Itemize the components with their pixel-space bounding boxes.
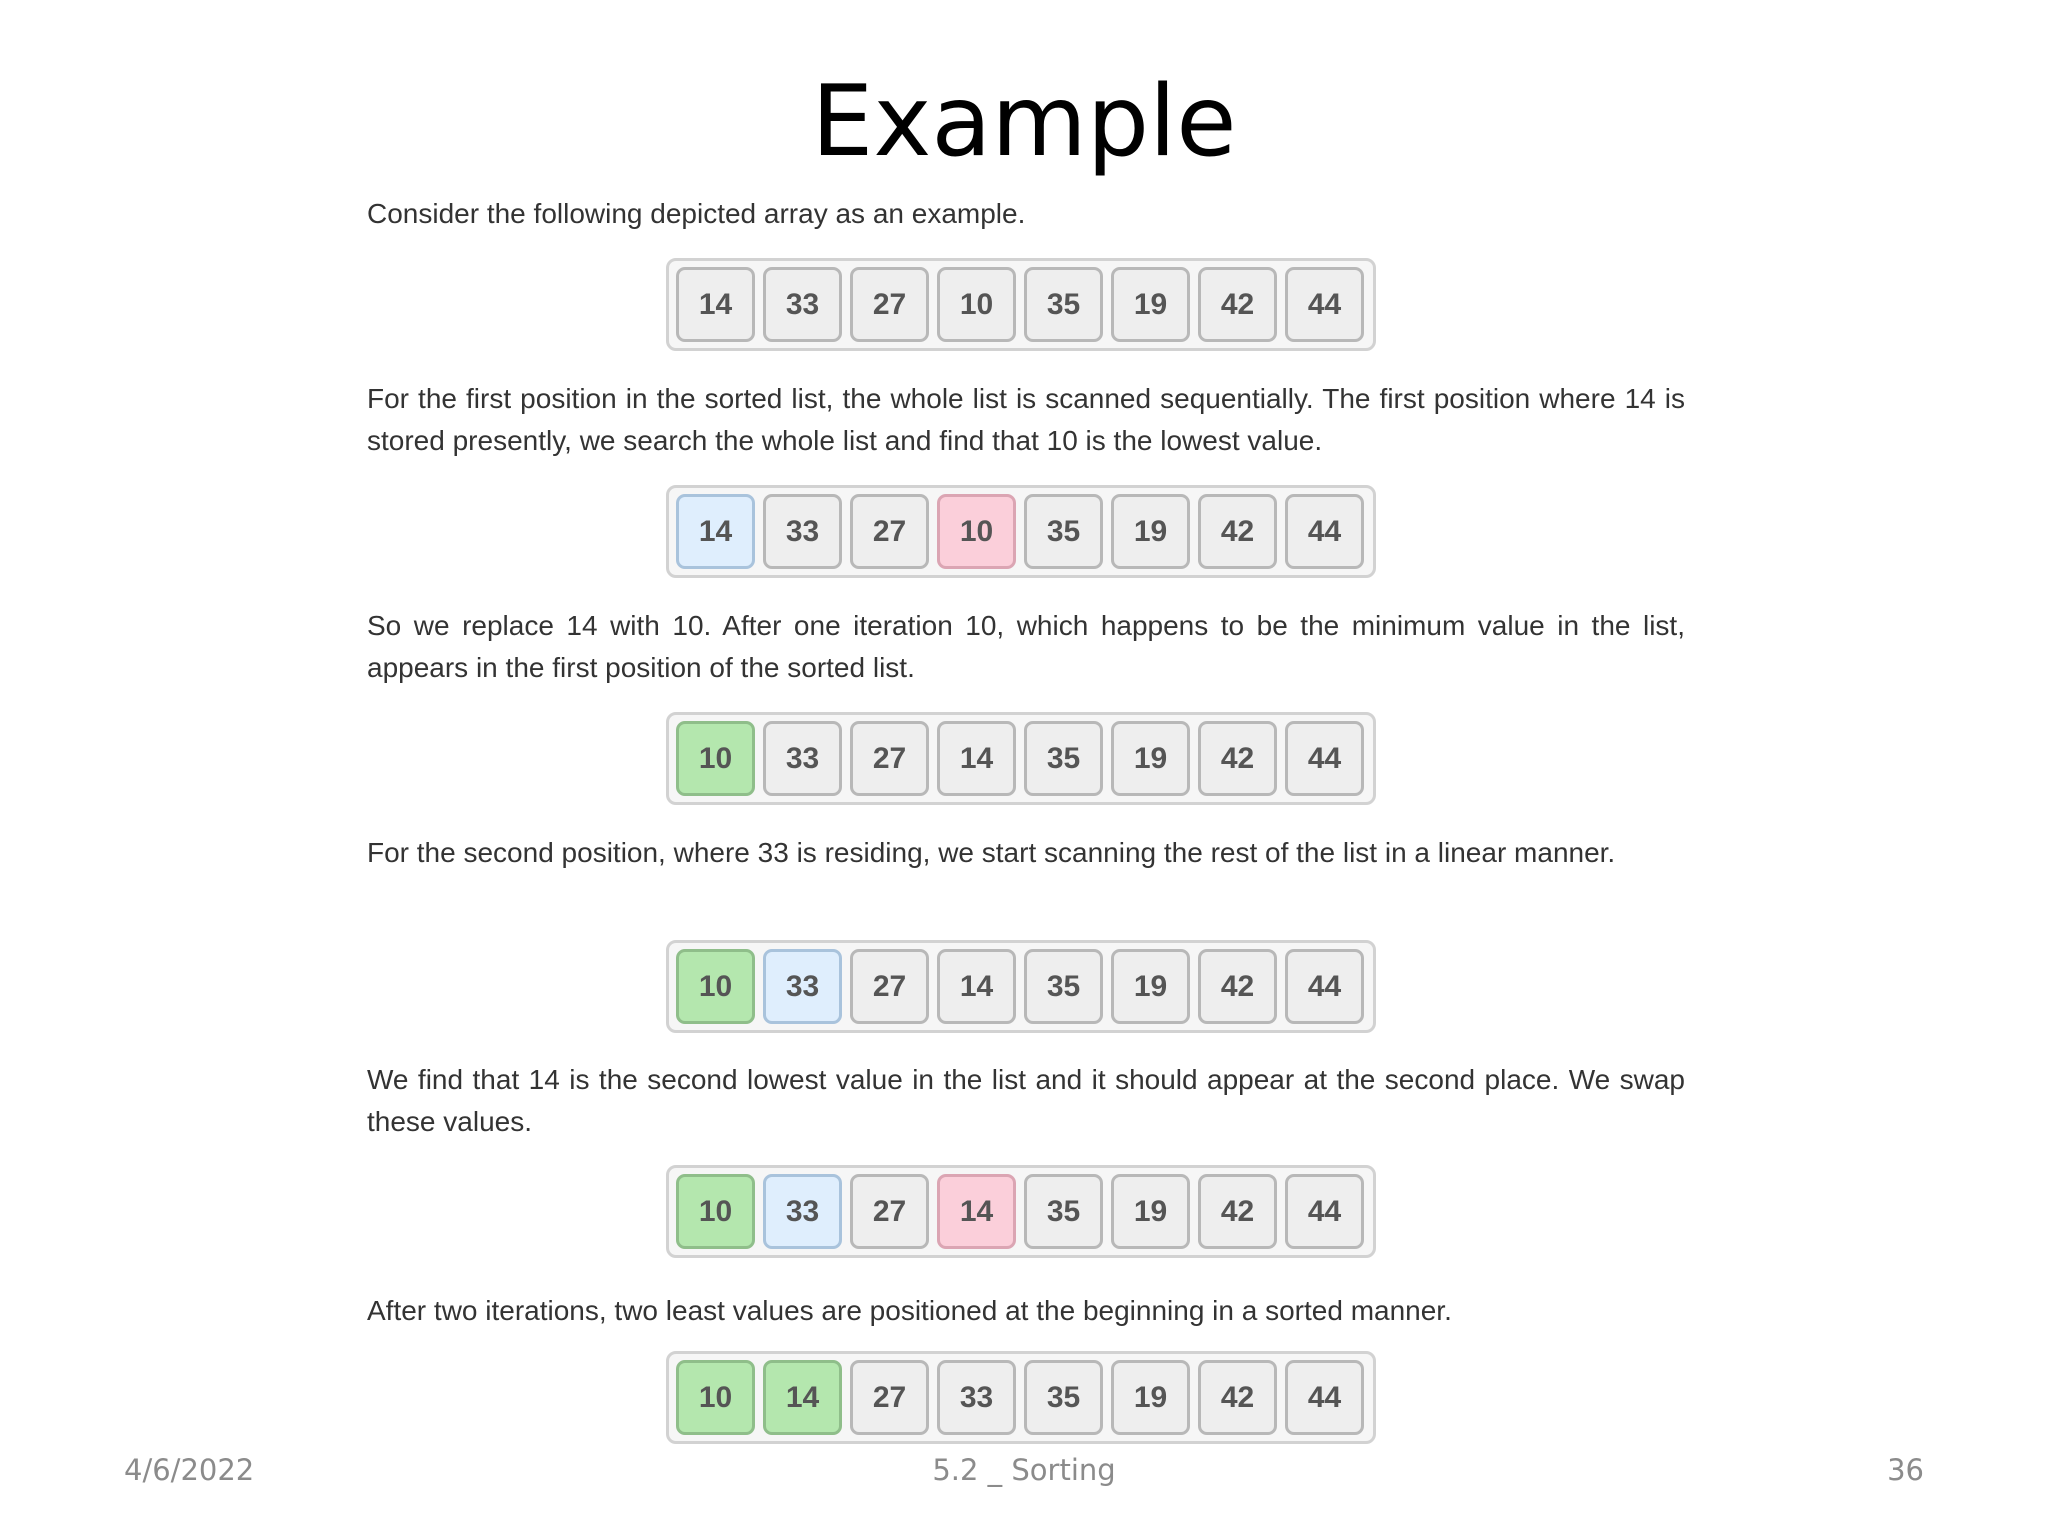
array-cell-default: 19 xyxy=(1111,949,1190,1024)
array-cell-default: 33 xyxy=(937,1360,1016,1435)
array-cell-default: 14 xyxy=(676,267,755,342)
array-cell-min: 10 xyxy=(937,494,1016,569)
array-cell-default: 44 xyxy=(1285,1174,1364,1249)
array-cell-default: 44 xyxy=(1285,721,1364,796)
array-cell-default: 44 xyxy=(1285,949,1364,1024)
array-cell-default: 35 xyxy=(1024,267,1103,342)
array-cell-default: 35 xyxy=(1024,1174,1103,1249)
array-cell-default: 33 xyxy=(763,494,842,569)
array-cell-default: 27 xyxy=(850,1360,929,1435)
array-cell-default: 27 xyxy=(850,494,929,569)
array-cell-sorted: 10 xyxy=(676,1360,755,1435)
array-first-scan xyxy=(666,485,1376,578)
array-cell-sorted: 14 xyxy=(763,1360,842,1435)
array-cell-default: 27 xyxy=(850,949,929,1024)
array-cell-default: 42 xyxy=(1198,494,1277,569)
array-cell-default: 42 xyxy=(1198,1360,1277,1435)
footer-date: 4/6/2022 xyxy=(124,1453,255,1487)
array-cell-default: 42 xyxy=(1198,267,1277,342)
array-after-two-iterations xyxy=(666,1351,1376,1444)
array-cell-default: 27 xyxy=(850,1174,929,1249)
array-cell-default: 42 xyxy=(1198,721,1277,796)
array-cell-default: 35 xyxy=(1024,1360,1103,1435)
array-cell-default: 44 xyxy=(1285,267,1364,342)
array-cell-current: 33 xyxy=(763,949,842,1024)
array-cell-default: 14 xyxy=(937,721,1016,796)
footer-title: 5.2 _ Sorting xyxy=(932,1453,1116,1487)
paragraph-first-swap: So we replace 14 with 10. After one iteration 10, which happens to be the minimum value in the list, appears in the first position of the sorted list. xyxy=(367,610,1685,683)
array-cell-default: 19 xyxy=(1111,494,1190,569)
array-second-scan xyxy=(666,940,1376,1033)
array-second-swap xyxy=(666,1165,1376,1258)
array-cell-default: 19 xyxy=(1111,721,1190,796)
paragraph-summary: After two iterations, two least values are positioned at the beginning in a sorted manner. xyxy=(367,1295,1452,1326)
array-cell-default: 35 xyxy=(1024,494,1103,569)
array-cell-default: 19 xyxy=(1111,1174,1190,1249)
array-cell-default: 42 xyxy=(1198,949,1277,1024)
array-cell-sorted: 10 xyxy=(676,721,755,796)
slide-title: Example xyxy=(811,65,1237,179)
paragraph-intro: Consider the following depicted array as an example. xyxy=(367,198,1026,229)
array-cell-current: 33 xyxy=(763,1174,842,1249)
paragraph-second-scan: For the second position, where 33 is residing, we start scanning the rest of the list in a linear manner. xyxy=(367,837,1616,868)
array-cell-default: 35 xyxy=(1024,949,1103,1024)
array-cell-current: 14 xyxy=(676,494,755,569)
paragraph-first-scan: For the first position in the sorted list, the whole list is scanned sequentially. The first position where 14 is stored presently, we search the whole list and find that 10 is the lowest value. xyxy=(367,383,1685,456)
array-cell-default: 19 xyxy=(1111,1360,1190,1435)
array-initial xyxy=(666,258,1376,351)
array-cell-min: 14 xyxy=(937,1174,1016,1249)
array-after-first-iteration xyxy=(666,712,1376,805)
array-cell-default: 10 xyxy=(937,267,1016,342)
array-cell-sorted: 10 xyxy=(676,949,755,1024)
array-cell-default: 33 xyxy=(763,721,842,796)
array-cell-default: 19 xyxy=(1111,267,1190,342)
array-cell-default: 33 xyxy=(763,267,842,342)
footer-page-number: 36 xyxy=(1887,1453,1924,1487)
array-cell-default: 44 xyxy=(1285,494,1364,569)
array-cell-default: 35 xyxy=(1024,721,1103,796)
array-cell-sorted: 10 xyxy=(676,1174,755,1249)
array-cell-default: 14 xyxy=(937,949,1016,1024)
array-cell-default: 27 xyxy=(850,267,929,342)
paragraph-second-swap: We find that 14 is the second lowest value in the list and it should appear at the second place. We swap these values. xyxy=(367,1064,1685,1137)
array-cell-default: 44 xyxy=(1285,1360,1364,1435)
array-cell-default: 42 xyxy=(1198,1174,1277,1249)
array-cell-default: 27 xyxy=(850,721,929,796)
